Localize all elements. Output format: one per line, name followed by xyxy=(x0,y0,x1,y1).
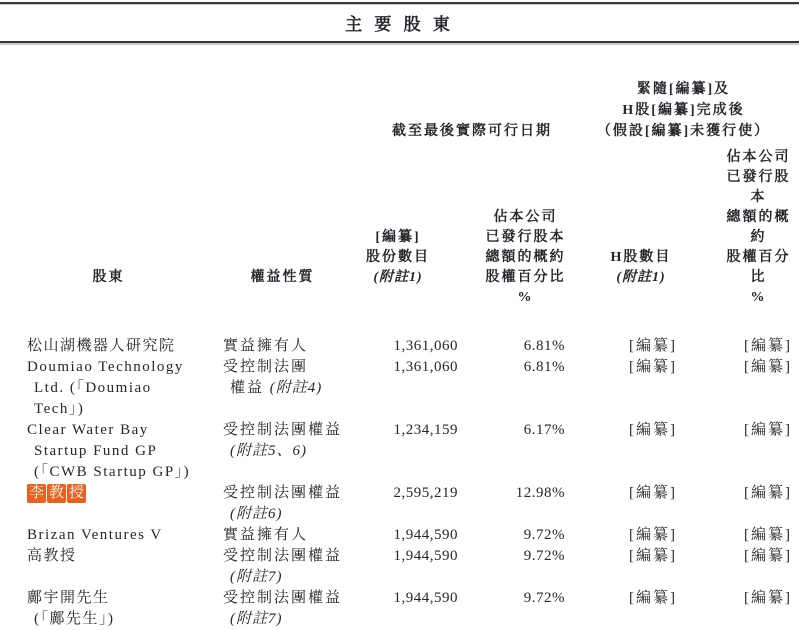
shareholder-name-line xyxy=(27,483,223,504)
shareholder-row xyxy=(18,420,793,483)
text-segment: 受控制法團權益 xyxy=(223,485,343,501)
col-header-line xyxy=(724,168,793,208)
col-header-line xyxy=(483,248,568,268)
col-header-shareholder xyxy=(18,142,223,308)
col-header-line xyxy=(483,268,568,288)
ownership-pct-cell: 6.17% xyxy=(523,422,565,438)
group-header-spacer xyxy=(18,79,358,142)
text-segment: 股東 xyxy=(92,270,125,285)
shareholder-name-line xyxy=(27,336,223,357)
h-shares-cell: [編纂] xyxy=(629,422,677,438)
col-header-line xyxy=(724,208,793,248)
text-segment: Doumiao Technology xyxy=(27,359,184,375)
shareholder-name-line xyxy=(27,357,223,378)
ownership-pct-cell: 6.81% xyxy=(523,359,565,375)
text-segment: (「CWB Startup GP」) xyxy=(34,464,191,480)
h-shares-cell: [編纂] xyxy=(629,359,677,375)
nature-line xyxy=(223,546,358,567)
text-segment: [編纂] xyxy=(375,230,421,245)
text-segment: 實益擁有人 xyxy=(223,527,309,543)
nature-line xyxy=(223,357,358,378)
shares-cell: 1,361,060 xyxy=(393,338,458,354)
shareholder-name-line xyxy=(27,525,223,546)
shares-cell: 2,595,219 xyxy=(393,485,458,501)
nature-line xyxy=(223,483,358,504)
shareholder-name-line xyxy=(27,588,223,609)
text-segment: 實益擁有人 xyxy=(223,338,309,354)
group-header-row xyxy=(18,79,793,142)
shareholder-row xyxy=(18,588,793,630)
text-segment: 佔本公司 xyxy=(726,150,791,165)
ownership-pct-cell: 9.72% xyxy=(523,548,565,564)
footnote-ref: (附註4) xyxy=(269,380,323,396)
group-header-post-offering xyxy=(568,79,793,142)
nature-cell xyxy=(223,525,358,546)
table-header xyxy=(18,79,793,308)
text-segment: Clear Water Bay xyxy=(27,422,149,438)
col-header-h_shares xyxy=(568,142,678,308)
nature-line xyxy=(223,588,358,609)
shareholders-table xyxy=(18,79,793,630)
shareholder-name-line xyxy=(27,378,223,399)
nature-line xyxy=(223,504,358,525)
text-segment: 松山湖機器人研究院 xyxy=(27,338,176,354)
col-header-line xyxy=(358,268,438,288)
footnote-ref: (附註7) xyxy=(230,569,283,585)
text-segment: 受控制法團權益 xyxy=(223,590,343,606)
col-header-line xyxy=(358,248,438,268)
ownership-pct-cell: 12.98% xyxy=(515,485,565,501)
h-shares-cell: [編纂] xyxy=(629,485,677,501)
shareholder-row xyxy=(18,546,793,588)
col-header-line xyxy=(483,228,568,248)
h-ownership-pct-cell: [編纂] xyxy=(744,548,793,564)
table-body xyxy=(18,308,793,630)
text-segment: 股份數目 xyxy=(366,250,430,265)
name-cell xyxy=(18,308,223,357)
nature-cell xyxy=(223,588,358,630)
ownership-pct-cell: 9.72% xyxy=(523,527,565,543)
h-ownership-pct-cell: [編纂] xyxy=(744,338,793,354)
text-segment: 受控制法團權益 xyxy=(223,548,343,564)
text-segment: Tech」) xyxy=(34,401,85,417)
shareholder-name-line xyxy=(27,546,223,567)
text-segment: 權益性質 xyxy=(250,270,315,285)
col-header-line xyxy=(724,148,793,168)
shareholder-name-line xyxy=(27,609,223,630)
nature-line xyxy=(223,420,358,441)
shareholder-row xyxy=(18,483,793,525)
name-cell xyxy=(18,546,223,588)
col-header-pct xyxy=(458,142,568,308)
name-cell xyxy=(18,588,223,630)
shareholder-name-line xyxy=(27,420,223,441)
shares-cell: 1,944,590 xyxy=(393,548,458,564)
search-highlight xyxy=(27,485,87,501)
name-cell xyxy=(18,357,223,420)
name-cell xyxy=(18,420,223,483)
shares-cell: 1,944,590 xyxy=(393,590,458,606)
text-segment: % xyxy=(750,290,767,305)
footnote-ref: (附註1) xyxy=(373,270,423,285)
footnote-ref: (附註6) xyxy=(230,506,283,522)
nature-line xyxy=(223,525,358,546)
h-ownership-pct-cell: [編纂] xyxy=(744,359,793,375)
h-ownership-pct-cell: [編纂] xyxy=(744,485,793,501)
ownership-pct-cell: 6.81% xyxy=(523,338,565,354)
shares-cell: 1,944,590 xyxy=(393,527,458,543)
section-title: 主 要 股 東 xyxy=(345,15,454,34)
text-segment: 佔本公司 xyxy=(493,210,558,225)
col-header-line xyxy=(483,288,568,308)
shares-cell: 1,234,159 xyxy=(393,422,458,438)
text-segment: H股數目 xyxy=(610,250,672,265)
shareholder-row xyxy=(18,357,793,420)
text-segment: 已發行股本 xyxy=(485,230,566,245)
text-segment: (「鄺先生」) xyxy=(34,611,115,627)
col-header-line xyxy=(358,228,438,248)
col-header-line xyxy=(223,268,342,288)
shareholder-name-line xyxy=(27,441,223,462)
text-segment: 股權百分比 xyxy=(726,250,791,285)
col-header-h_pct xyxy=(678,142,793,308)
text-segment: Ltd. (「Doumiao xyxy=(34,380,152,396)
shareholder-row xyxy=(18,308,793,357)
text-segment: 已發行股本 xyxy=(726,170,791,205)
h-ownership-pct-cell: [編纂] xyxy=(744,590,793,606)
text-segment: 受控制法團 xyxy=(223,359,309,375)
col-header-nature xyxy=(223,142,358,308)
col-header-line xyxy=(604,268,678,288)
text-segment: 高教授 xyxy=(27,548,77,564)
col-header-line xyxy=(724,248,793,288)
h-ownership-pct-cell: [編纂] xyxy=(744,422,793,438)
nature-line xyxy=(223,567,358,588)
name-cell xyxy=(18,483,223,525)
nature-cell xyxy=(223,483,358,525)
col-header-shares xyxy=(358,142,458,308)
section-title-bar xyxy=(0,2,799,43)
highlight-char: 李 xyxy=(29,485,45,501)
nature-cell xyxy=(223,420,358,483)
nature-cell xyxy=(223,357,358,420)
text-segment: 受控制法團權益 xyxy=(223,422,343,438)
shareholder-name-line xyxy=(27,462,223,483)
text-segment: 權益 xyxy=(230,380,270,396)
text-segment: Startup Fund GP xyxy=(34,443,158,459)
group-header-line: 截至最後實際可行日期 xyxy=(392,124,552,139)
nature-line xyxy=(223,609,358,630)
highlight-char: 教 xyxy=(49,485,65,501)
text-segment: 鄺宇開先生 xyxy=(27,590,110,606)
text-segment: 股權百分比 xyxy=(485,270,566,285)
highlight-char: 授 xyxy=(69,485,85,501)
group-header-current-date xyxy=(358,79,568,142)
col-header-line xyxy=(18,268,199,288)
text-segment: Brizan Ventures V xyxy=(27,527,163,543)
text-segment: 總額的概約 xyxy=(485,250,566,265)
nature-cell xyxy=(223,546,358,588)
group-header-line: 緊隨[編纂]及 xyxy=(636,82,731,97)
h-shares-cell: [編纂] xyxy=(629,338,677,354)
col-header-line xyxy=(483,208,568,228)
col-header-line xyxy=(724,288,793,308)
shares-cell: 1,361,060 xyxy=(393,359,458,375)
shareholder-row xyxy=(18,525,793,546)
nature-cell xyxy=(223,308,358,357)
name-cell xyxy=(18,525,223,546)
text-segment: 總額的概約 xyxy=(726,210,791,245)
nature-line xyxy=(223,441,358,462)
h-shares-cell: [編纂] xyxy=(629,548,677,564)
column-header-row xyxy=(18,142,793,308)
prospectus-page xyxy=(0,2,799,627)
text-segment: % xyxy=(517,290,534,305)
footnote-ref: (附註1) xyxy=(616,270,666,285)
h-shares-cell: [編纂] xyxy=(629,527,677,543)
col-header-line xyxy=(604,248,678,268)
group-header-line: （假設[編纂]未獲行使） xyxy=(596,124,771,139)
h-ownership-pct-cell: [編纂] xyxy=(744,527,793,543)
nature-line xyxy=(223,378,358,399)
nature-line xyxy=(223,336,358,357)
group-header-line: H股[編纂]完成後 xyxy=(622,103,745,118)
h-shares-cell: [編纂] xyxy=(629,590,677,606)
footnote-ref: (附註5、6) xyxy=(230,443,307,459)
shareholder-name-line xyxy=(27,399,223,420)
ownership-pct-cell: 9.72% xyxy=(523,590,565,606)
footnote-ref: (附註7) xyxy=(230,611,283,627)
